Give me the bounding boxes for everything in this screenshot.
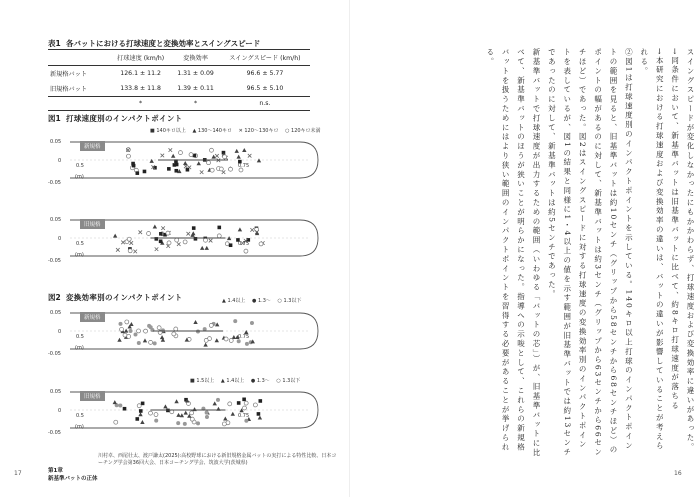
marker-circle [178, 151, 182, 155]
legend-label: 1.4以上 [226, 378, 245, 384]
figure-1-legend [150, 127, 326, 134]
legend-item: ■ 140キロ以上 [150, 128, 186, 134]
marker-cross [161, 154, 165, 158]
chapter-number: 第1章 [48, 468, 63, 474]
table-title [48, 38, 260, 49]
marker-square [174, 169, 178, 173]
marker-triangle [197, 161, 201, 165]
table-cell: 1.39 ± 0.11 [177, 85, 214, 92]
marker-triangle [213, 401, 217, 405]
axis-unit: (m) [75, 252, 84, 258]
marker-dot [129, 329, 133, 333]
marker-triangle [223, 416, 227, 420]
paragraph: 新基準バットで打球速度が出力するための範囲（いわゆる「バットの芯」）が、旧基準バットに比べて、新基準バットのほうが狭いことが明らかになった。指導への示唆として、これらの新規格バットを扱うためにはより狭い範囲のインパクトポイントを習得する必要があることが挙げられる。 [485, 48, 541, 458]
table-cell: 96.5 ± 5.10 [246, 85, 284, 92]
axis-unit: (m) [75, 424, 84, 430]
marker-circle [149, 411, 153, 415]
marker-dot [176, 421, 180, 425]
y-tick-zero: 0 [58, 329, 62, 335]
marker-cross [169, 148, 173, 152]
legend-item: ● 1.3〜 [251, 298, 271, 304]
marker-triangle [215, 322, 219, 326]
marker-square [159, 239, 163, 243]
marker-triangle [200, 246, 204, 250]
marker-dot [154, 419, 158, 423]
marker-triangle [232, 335, 236, 339]
table-cell: * [110, 97, 171, 111]
y-tick-zero: 0 [58, 158, 62, 164]
marker-triangle [215, 338, 219, 342]
marker-cross [121, 241, 125, 245]
axis-unit: (m) [75, 345, 84, 351]
fig1-panel-new [48, 136, 320, 184]
table-cell: 96.6 ± 5.77 [246, 70, 284, 77]
marker-circle [174, 327, 178, 331]
fig2-panel-new [48, 307, 320, 355]
marker-triangle [183, 161, 187, 165]
marker-circle [190, 417, 194, 421]
table-row [48, 66, 310, 82]
marker-circle [222, 422, 226, 426]
marker-triangle [235, 149, 239, 153]
marker-circle [259, 242, 263, 246]
fig1-panel-old [48, 214, 320, 262]
marker-circle [128, 249, 132, 253]
figure-1-number: 図1 [48, 114, 61, 123]
marker-cross [116, 248, 120, 252]
vertical-body-text [388, 48, 698, 458]
figure-2-number: 図2 [48, 293, 61, 302]
chapter-footer [48, 467, 98, 483]
marker-triangle [231, 412, 235, 416]
x-tick-left: 0.5 [76, 413, 84, 419]
x-tick-right: 0.75 [238, 241, 250, 247]
table-header-row [48, 50, 310, 66]
marker-circle [217, 234, 221, 238]
table-row [48, 97, 310, 111]
legend-item: ✕ 120〜130キロ [238, 128, 279, 134]
marker-cross [138, 230, 142, 234]
table-cell: 133.8 ± 11.8 [120, 85, 161, 92]
marker-cross [186, 232, 190, 236]
marker-triangle [205, 246, 209, 250]
legend-item: ■ 1.5以上 [190, 378, 215, 384]
marker-circle [209, 148, 213, 152]
marker-square [132, 164, 136, 168]
marker-dot [119, 322, 123, 326]
x-tick-right: 0.75 [238, 413, 250, 419]
legend-label: 120〜130キロ [244, 128, 279, 134]
marker-triangle [171, 154, 175, 158]
marker-square [192, 226, 196, 230]
marker-circle [137, 329, 141, 333]
marker-dot [205, 415, 209, 419]
page-number-left: 17 [14, 470, 22, 477]
legend-label: 1.3以下 [282, 378, 301, 384]
marker-triangle [211, 155, 215, 159]
axis-unit: (m) [75, 174, 84, 180]
marker-triangle [193, 320, 197, 324]
marker-circle [203, 238, 207, 242]
marker-square [139, 409, 143, 413]
marker-triangle [124, 329, 128, 333]
marker-triangle [149, 159, 153, 163]
marker-cross [209, 239, 213, 243]
marker-cross [129, 241, 133, 245]
chapter-title: 新基準バットの正体 [48, 476, 98, 482]
marker-triangle [174, 399, 178, 403]
legend-item: ○ 1.3以下 [276, 378, 301, 384]
x-tick-left: 0.5 [76, 163, 84, 169]
marker-dot [133, 333, 137, 337]
marker-circle [126, 154, 130, 158]
marker-triangle [160, 335, 164, 339]
marker-circle [225, 242, 229, 246]
marker-circle [210, 168, 214, 172]
panel-label: 旧規格 [80, 391, 105, 401]
x-tick-right: 0.75 [238, 334, 250, 340]
marker-circle [167, 241, 171, 245]
table-cell: * [171, 97, 220, 111]
table-title-text: 各バットにおける打球速度と変換効率とスイングスピード [65, 39, 261, 48]
marker-triangle [257, 158, 261, 162]
marker-triangle [242, 148, 246, 152]
legend-item: ▲ 130〜140キロ [192, 128, 232, 134]
table-cell: 旧規格バット [50, 86, 88, 93]
paragraph: スイングスピードが変化しなかったにもかかわらず、打球速度および変換効率に違いがあった。 [686, 48, 695, 453]
marker-triangle [140, 420, 144, 424]
marker-circle [190, 411, 194, 415]
marker-circle [209, 323, 213, 327]
table-cell: n.s. [220, 97, 310, 111]
marker-triangle [143, 338, 147, 342]
fig2-panel-old [48, 386, 320, 434]
figure-2-title [48, 292, 182, 303]
table-cell: 1.31 ± 0.09 [177, 70, 214, 77]
x-tick-left: 0.5 [76, 241, 84, 247]
table-cell: 新規格バット [50, 71, 88, 78]
figure-1-title-text: 打球速度別のインパクトポイント [65, 114, 183, 123]
marker-triangle [176, 413, 180, 417]
legend-label: 1.3以下 [283, 298, 302, 304]
table-row [48, 81, 310, 97]
legend-item: ▲ 1.4以上 [222, 298, 246, 304]
marker-circle [183, 240, 187, 244]
stats-table [48, 49, 310, 111]
table-header-cell [48, 50, 110, 66]
marker-cross [250, 228, 254, 232]
table-header-cell: 打球速度 (km/h) [110, 50, 171, 66]
marker-cross [155, 247, 159, 251]
paragraph: →本研究における打球速度および変換効率の違いは、バットの違いが影響していることが考えられる。 [639, 48, 665, 451]
marker-triangle [153, 224, 157, 228]
marker-circle [166, 231, 170, 235]
figure-2-legend-top [222, 297, 306, 304]
marker-triangle [113, 234, 117, 238]
marker-cross [215, 154, 219, 158]
marker-circle [224, 337, 228, 341]
marker-square [186, 168, 190, 172]
marker-square [123, 407, 127, 411]
legend-label: 130〜140キロ [197, 128, 232, 134]
table-number: 表1 [48, 39, 61, 48]
marker-square [135, 171, 139, 175]
marker-cross [161, 226, 165, 230]
marker-circle [204, 338, 208, 342]
marker-circle [242, 406, 246, 410]
marker-circle [253, 403, 257, 407]
marker-square [257, 412, 261, 416]
legend-item: ● 1.3〜 [250, 378, 270, 384]
marker-dot [245, 342, 249, 346]
marker-cross [184, 165, 188, 169]
legend-item: ▲ 1.4以上 [220, 378, 245, 384]
legend-label: 120キロ未満 [291, 128, 321, 134]
marker-triangle [258, 415, 262, 419]
marker-circle [154, 413, 158, 417]
marker-circle [147, 231, 151, 235]
marker-circle [172, 332, 176, 336]
table-cell [48, 97, 110, 111]
marker-circle [229, 338, 233, 342]
y-tick-top: 0.05 [50, 389, 62, 395]
panel-label: 新規格 [80, 141, 105, 151]
marker-triangle [236, 155, 240, 159]
marker-dot [147, 324, 151, 328]
marker-triangle [163, 404, 167, 408]
marker-circle [189, 153, 193, 157]
paragraph: ②図1は打球速度別のインパクトポイントを示している。140キロ以上打球のインパクトポイントの範囲を見ると、旧基準バットは約10センチ（グリップから58センチから68センチほど）のポイントの幅があるのに対して、新基準バットは約3センチ（グリップから63センチから66センチほど）であった。図2はスイングスピードに対する打球速度の変換効率別のインパクトポイントを表しているが、図1の結果と同様に1・4以上の値を示す範囲が旧基準バットでは約13センチであったのに対して、新基準バットは約5センチであった。 [547, 48, 634, 458]
marker-square [217, 226, 221, 230]
marker-square [237, 401, 241, 405]
marker-dot [196, 421, 200, 425]
table-header-cell: スイングスピード (km/h) [220, 50, 310, 66]
marker-cross [248, 154, 252, 158]
legend-item: ○ 120キロ未満 [285, 128, 321, 134]
marker-circle [223, 155, 227, 159]
marker-triangle [238, 227, 242, 231]
figure-2-legend-bottom [190, 377, 305, 384]
marker-square [135, 417, 139, 421]
marker-circle [127, 237, 131, 241]
marker-dot [250, 321, 254, 325]
legend-label: 1.3〜 [257, 298, 271, 304]
marker-triangle [138, 412, 142, 416]
marker-cross [133, 250, 137, 254]
marker-circle [244, 249, 248, 253]
page-number-right: 16 [674, 470, 682, 477]
marker-dot [205, 411, 209, 415]
marker-square [229, 243, 233, 247]
marker-triangle [184, 411, 188, 415]
y-tick-top: 0.05 [50, 217, 62, 223]
paragraph: →同条件において、新基準バットは旧基準バットに比べて、約8キロ打球速度が落ちる [670, 48, 680, 411]
marker-square [143, 170, 147, 174]
y-tick-bottom: -0.05 [48, 258, 61, 264]
marker-circle [114, 420, 118, 424]
marker-circle [144, 329, 148, 333]
marker-square [175, 163, 179, 167]
figure-1-title [48, 113, 182, 124]
marker-dot [216, 398, 220, 402]
marker-triangle [113, 400, 117, 404]
table-header-cell: 変換効率 [171, 50, 220, 66]
marker-square [167, 167, 171, 171]
y-tick-zero: 0 [58, 236, 62, 242]
marker-circle [219, 167, 223, 171]
y-tick-bottom: -0.05 [48, 430, 61, 436]
marker-square [242, 398, 246, 402]
marker-circle [228, 402, 232, 406]
y-tick-zero: 0 [58, 408, 62, 414]
marker-triangle [180, 413, 184, 417]
marker-square [259, 399, 263, 403]
marker-circle [120, 327, 124, 331]
marker-circle [175, 238, 179, 242]
y-tick-bottom: -0.05 [48, 351, 61, 357]
marker-dot [233, 319, 237, 323]
marker-circle [127, 334, 131, 338]
marker-square [141, 402, 145, 406]
marker-dot [137, 341, 141, 345]
marker-square [159, 232, 163, 236]
marker-circle [157, 326, 161, 330]
marker-dot [118, 404, 122, 408]
legend-label: 140キロ以上 [156, 128, 186, 134]
marker-circle [229, 167, 233, 171]
figure-2-title-text: 変換効率別のインパクトポイント [65, 293, 183, 302]
marker-dot [183, 422, 187, 426]
x-tick-right: 0.75 [238, 163, 250, 169]
marker-circle [125, 320, 129, 324]
marker-triangle [117, 338, 121, 342]
marker-cross [200, 170, 204, 174]
marker-circle [207, 161, 211, 165]
marker-triangle [203, 343, 207, 347]
marker-circle [149, 340, 153, 344]
marker-circle [137, 404, 141, 408]
legend-label: 1.4以上 [227, 298, 246, 304]
figure-credit: 川村卓、西尾壮太、渡戸謙太(2025):高校野球における新旧規格金属バットの実打による特性比較、日本コーチング学会第36回大会、日本コーチング学会、筑波大学(茨城県) [98, 453, 337, 466]
panel-label: 旧規格 [80, 219, 105, 229]
x-tick-left: 0.5 [76, 334, 84, 340]
y-tick-bottom: -0.05 [48, 180, 61, 186]
marker-cross [177, 242, 181, 246]
panel-label: 新規格 [80, 312, 105, 322]
y-tick-top: 0.05 [50, 139, 62, 145]
y-tick-top: 0.05 [50, 310, 62, 316]
legend-item: ○ 1.3以下 [277, 298, 302, 304]
legend-label: 1.5以上 [196, 378, 215, 384]
marker-dot [153, 341, 157, 345]
marker-dot [244, 419, 248, 423]
marker-circle [244, 401, 248, 405]
table-cell: 126.1 ± 11.2 [120, 70, 161, 77]
legend-label: 1.3〜 [256, 378, 270, 384]
